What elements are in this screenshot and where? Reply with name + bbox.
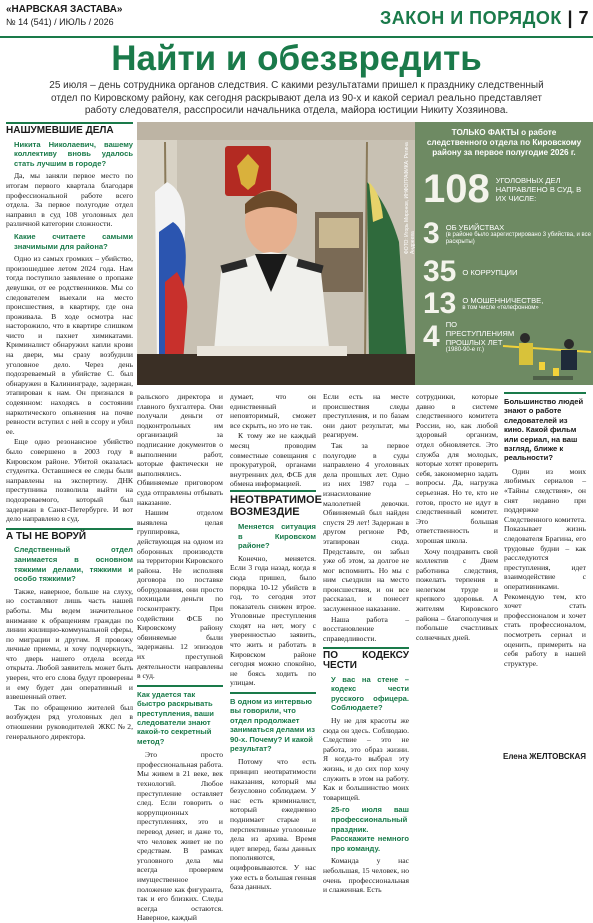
paragraph: ральского директора и главного бухгалтера. Они получали деньги от подконтрольных им организаций за подписание документов о выполнении работ, которые фактически не выполнялись. Обвиняемые приговором суда отправлены отбывать наказание. xyxy=(137,392,223,507)
issue-info: № 14 (541) / ИЮЛЬ / 2026 xyxy=(6,17,114,27)
fact-label: ОБ УБИЙСТВАХ xyxy=(445,222,505,232)
fact-item xyxy=(423,217,593,250)
column-1 xyxy=(6,122,133,762)
article-lead: 25 июля – день сотрудника органов следствия. С какими результатами пришел к празднику следственный отдел по Кировскому району, как сегодня раскрывают дела из 90-х и какой сериал реально представляет работу следователя, расспросили начальника отдела, майора юстиции Никиту Хозяинова. xyxy=(49,80,544,116)
subhead-dont-steal: А ТЫ НЕ ВОРУЙ xyxy=(6,528,133,542)
pull-question: Большинство людей знают о работе следователей из кино. Какой фильм или сериал, на ваш взгляд, ближе к реальности? xyxy=(504,392,586,463)
paragraph: Хочу поздравить свой коллектив с Днем работника следствия, пожелать терпения в нелегком труде и крепкого здоровья. А жителям Кировского района – благополучия и побольше счастливых солнечных дней. xyxy=(416,546,498,642)
fact-number: 13 xyxy=(423,287,457,320)
paragraph: Команда у нас небольшая, 15 человек, но очень профессиональная и слаженная. Есть xyxy=(323,856,409,895)
fact-number: 35 xyxy=(423,255,457,288)
paragraph: Да, мы заняли первое место по итогам первого квартала благодаря профессиональной работе всего отдела. За первое полугодие отдел направил в суд 108 уголовных дел различной категории сложности. xyxy=(6,171,133,229)
question: У вас на стене – кодекс чести русского офицера. Соблюдаете? xyxy=(331,674,409,713)
paragraph: думает, что он единственный и неповторимый, сможет все скрыть, но это не так. xyxy=(230,392,316,430)
subhead-code-of-honor: ПО КОДЕКСУ ЧЕСТИ xyxy=(323,647,409,670)
page-number: | 7 xyxy=(567,8,589,28)
column-2 xyxy=(137,392,223,923)
investigator-portrait xyxy=(137,122,415,385)
column-5 xyxy=(416,392,586,762)
newspaper-name: «НАРВСКАЯ ЗАСТАВА» xyxy=(6,4,123,15)
pull-question: В одном из интервью вы говорили, что отдел продолжает заниматься делами из 90-х. Почему? И какой результат? xyxy=(230,692,316,753)
fact-number: 3 xyxy=(423,217,440,250)
fact-text xyxy=(446,223,593,246)
paragraph: Это просто профессиональная работа. Мы живем в 21 веке, век технологий. Любое преступление оставляет след. Если говорить о коррупционных преступлениях, это и перевод денег, и даже то, что человек живет не по средствам. В рамках уголовного дела мы всегда проверяем имущественное положение как фигуранта, так и его близких. Следы всегда остаются. Наверное, каждый xyxy=(137,750,223,923)
paragraph: Еще одно резонансное убийство было совершено в 2003 году в Кировском районе. Убитой оказалась студентка. Оставшиеся ее следы были направлены на экспертизу. ДНК преступника позволила выйти на подозреваемого, который был задержан в Санкт-Петербурге. И вот дело направлено в суд. xyxy=(6,437,133,524)
fact-note: (1980-90-е гг.) xyxy=(445,347,485,353)
column-4 xyxy=(323,392,409,895)
fact-text xyxy=(496,176,593,203)
paragraph: Так по обращению жителей был возбужден ряд уголовных дел в отношении руководителей ЖКС№2, генерального директора. xyxy=(6,702,133,741)
paragraph: К тому же не каждый месяц проводим совместные совещания с прокуратурой, органами внутренних дел, ФСБ для обмена информацией. xyxy=(230,431,316,489)
paragraph: Если есть на месте происшествия следы преступления, и по базам они дают результат, мы реагируем. xyxy=(323,392,409,440)
paragraph: Так за первое полугодие в суды направлено 4 уголовных дела прошлых лет. Одно из них 1987 года – изнасилование малолетней девочки. Обвиняемый был найден спустя 29 лет! Задержан в другом регионе РФ, этапирован сюда. Представьте, он забыл уже об этом, за долгое не мог вспомнить. Но мы с ним съездили на место происшествия, и он все рассказал, и понесет заслуженное наказание. xyxy=(323,440,409,614)
fact-item xyxy=(423,287,544,320)
photo-credit: ФОТО: Игорь Миронов, ИНФОГРАФИКА: Регина Андреева xyxy=(404,142,416,254)
section-label xyxy=(380,8,589,29)
masthead xyxy=(0,0,593,36)
column-5-body xyxy=(416,392,586,752)
paragraph: Наша работа – восстановление справедливости. xyxy=(323,614,409,643)
fact-text xyxy=(462,296,543,312)
paragraph: Нашим отделом выявлена целая группировка, действующая на одном из оборонных производств на территории Кировского района. Не исполняя договора по поставке оборудования, они просто похищали деньги по госконтракту. При содействии ФСБ по Кировскому району обвиняемые были задержаны. 12 эпизодов их преступной деятельности направлены в суд. xyxy=(137,508,223,681)
fact-number: 108 xyxy=(423,167,490,211)
article-title: Найти и обезвредить xyxy=(111,39,482,78)
paragraph: Одно из самых громких – убийство, произошедшее летом 2024 года. Нам тогда поступило заявление о пропаже девушки, от ее родственников. Мы со следователем выехали на место происшествия, в квартиру, где она проживала. В ходе осмотра нас насторожило, что в квартире слишком чисто и пахнет химикатами. Криминалист обнаружил капли крови на двери, мы сразу возбудили уголовное дело. Через день подозреваемый в убийстве С. был обнаружен в Калининграде, задержан, этапирован к нам. Он признался в содеянном: находясь в состоянии наркотического опьянения на почве ревности вступил с ней в ссору и убил ее. xyxy=(6,254,133,436)
fact-text xyxy=(462,268,517,277)
fact-label: О КОРРУПЦИИ xyxy=(462,267,518,277)
question: Какие считаете самыми значимыми для района? xyxy=(14,231,133,251)
subhead-retribution: НЕОТВРАТИМОЕ ВОЗМЕЗДИЕ xyxy=(230,490,316,518)
author-signature: Елена ЖЕЛТОВСКАЯ xyxy=(502,752,586,762)
paragraph: Ну не для красоты же сюда он здесь. Соблюдаю. Следствие – это не работа, это образ жизни. Я когда-то выбрал эту жизнь, и до сих пор хочу служить в этом на работу. Как и большинство моих товарищей. xyxy=(323,716,409,802)
newspaper-brand xyxy=(6,4,122,28)
fact-number: 4 xyxy=(423,320,440,353)
question: Меняется ситуация в Кировском районе? xyxy=(238,521,316,551)
pull-question: Как удается так быстро раскрывать преступления, ваши следователи знают какой-то секретный метод? xyxy=(137,685,223,746)
fact-item xyxy=(423,167,593,211)
question: 25-го июля ваш профессиональный праздник. Расскажите немного про команду. xyxy=(331,805,409,853)
fact-label: УГОЛОВНЫХ ДЕЛ НАПРАВЛЕНО В СУД, В ИХ ЧИСЛЕ: xyxy=(495,175,582,203)
fact-item xyxy=(423,320,515,354)
column-3 xyxy=(230,392,322,892)
fact-note: (в районе было зарегистрировано 3 убийства, и все раскрыты) xyxy=(445,231,591,245)
paragraph: Потому что есть принцип неотвратимости наказания, который мы безусловно соблюдаем. У нас есть криминалист, который ежедневно поднимает старые и перспективные уголовные дела из архива. Время идет вперед, базы данных пополняются, оцифровываются. У нас уже есть в большая генная база данных. xyxy=(230,757,317,892)
paragraph: сотрудники, которые давно в системе следственного комитета России, но, как любой здоровый организм, отдел обновляется. Это служба для молодых, которые хотят проверить себя, закономерно задать вопросы. Да, нагрузка серьезная. Но те, кто не готов, просто не идут в следственный комитет. Это большая ответственность и хорошая школа. xyxy=(416,392,498,545)
section-name: ЗАКОН И ПОРЯДОК xyxy=(379,8,562,28)
fact-note: в том числе «телефонном» xyxy=(462,305,539,311)
portrait-photo xyxy=(137,122,415,385)
paragraph: Один из моих любимых сериалов – «Тайны следствия», он снят недавно при поддержке Следственного комитета. Показывает жизнь следователя Брагина, его трудовые будни – как расследуются преступления, идет взаимодействие с оперативниками. Рекомендую тем, кто хочет стать профессионалом и хочет стать профессионалом, посмотреть сериал и оценить, примерить на себя работу в нашей структуре. xyxy=(504,466,586,668)
paragraph: Также, наверное, больше на слуху, но составляют лишь часть нашей работы. Мы ведем значительное внимание к обращениям граждан по линии жилищно-коммунальной сферы, по миграции и другим. Я провожу личные приемы, и хочу подчеркнуть, что дверь нашего отдела всегда открыта. Любой заявитель может быть уверен, что его слова будут проверены и ему будет дан оперативный и взвешенный ответ. xyxy=(6,586,133,702)
paragraph: Конечно, меняется. Если 3 года назад, когда я сюда пришел, было порядка 10-12 убийств в год, то сегодня этот показатель снижен втрое. Уголовные преступления сходят на нет, могу с уверенностью заявить, что жить и работать в Кировском районе сегодня можно спокойно, не боясь ходить по улицам. xyxy=(230,553,316,688)
crime-scene-illustration xyxy=(503,318,591,384)
facts-box xyxy=(415,122,593,385)
fact-label: О МОШЕННИЧЕСТВЕ, xyxy=(462,296,544,305)
fact-item xyxy=(423,255,518,288)
fact-label: ПО ПРЕСТУПЛЕНИЯМ ПРОШЛЫХ ЛЕТ xyxy=(445,320,515,347)
question: Следственный отдел занимается в основном тяжкими делами, тяжкими и особо тяжкими? xyxy=(14,545,133,584)
facts-title: ТОЛЬКО ФАКТЫ о работе следственного отдела по Кировскому району за первое полугодие 2026 г. xyxy=(426,128,582,157)
subhead-notable-cases: НАШУМЕВШИЕ ДЕЛА xyxy=(6,122,133,136)
question: Никита Николаевич, вашему коллективу вновь удалось стать лучшим в городе? xyxy=(14,139,133,168)
